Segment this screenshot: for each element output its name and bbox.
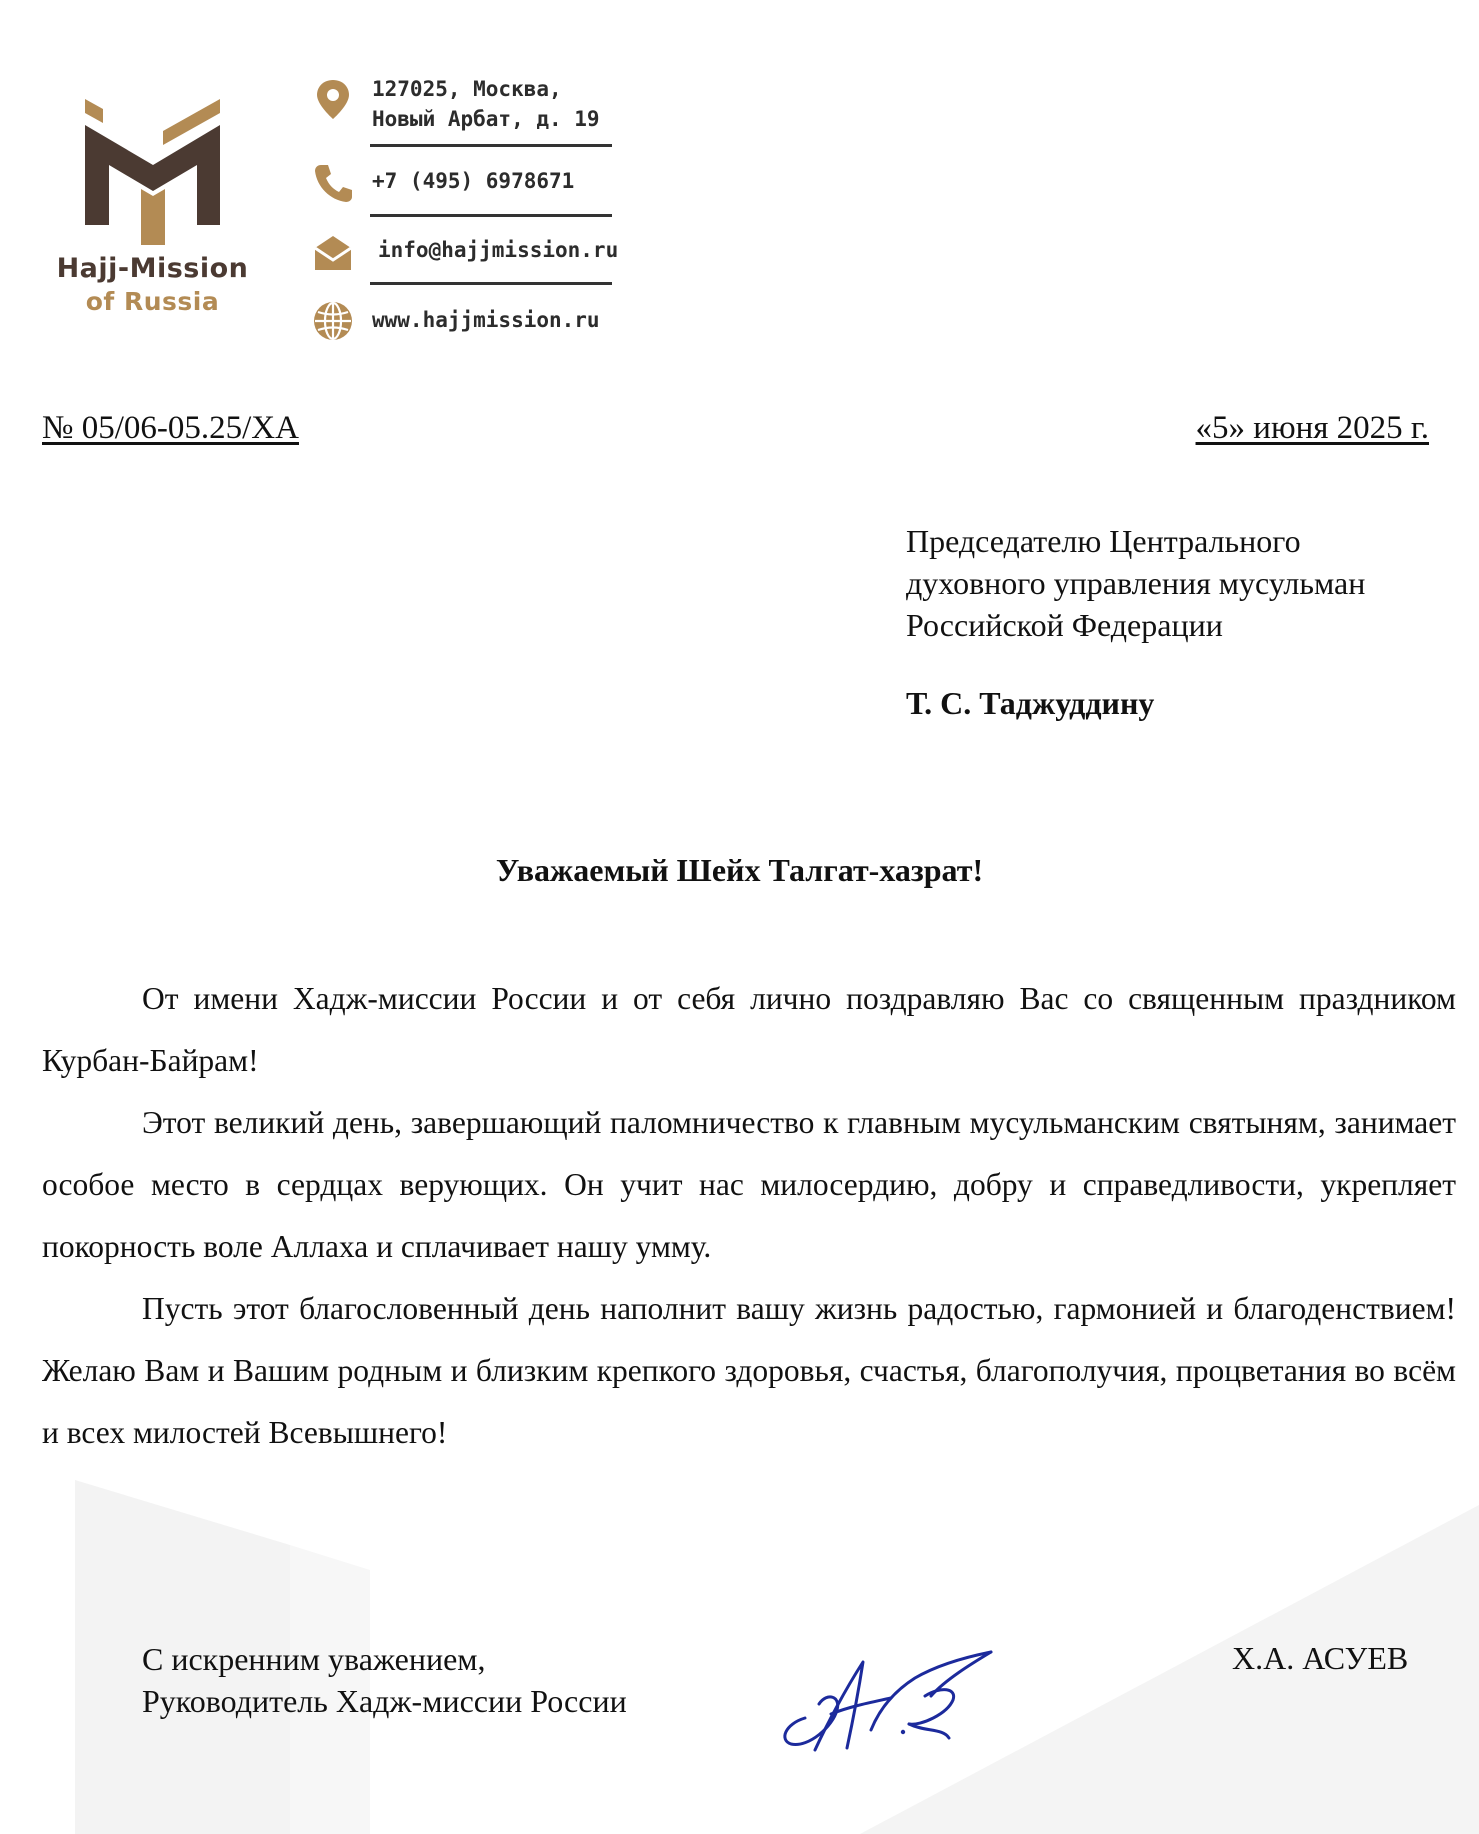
body-paragraph-2: Этот великий день, завершающий паломничество к главным мусульманским святыням, занимает особое место в сердцах верующих. Он учит нас милосердию, добру и справедливости, укрепляет покорность воле Аллаха и сплачивает нашу умму. bbox=[42, 1105, 1456, 1264]
letter-body bbox=[42, 968, 1456, 1464]
outgoing-reference-number: № 05/06-05.25/ХА bbox=[42, 410, 299, 446]
letter-date: «5» июня 2025 г. bbox=[1195, 410, 1429, 446]
contact-divider bbox=[370, 282, 612, 285]
addressee-name: Т. С. Таджуддину bbox=[906, 685, 1155, 721]
contact-website[interactable]: www.hajjmission.ru bbox=[372, 308, 600, 332]
contact-email[interactable]: info@hajjmission.ru bbox=[378, 238, 619, 262]
addressee-block bbox=[906, 520, 1365, 646]
hajj-mission-logo bbox=[40, 95, 265, 325]
closing-block bbox=[142, 1638, 627, 1722]
addressee-line1: Председателю Центрального bbox=[906, 523, 1301, 559]
hajj-mission-logo-mark-icon bbox=[85, 95, 220, 245]
logo-text-line2: of Russia bbox=[85, 287, 220, 316]
closing-line2: Руководитель Хадж-миссии России bbox=[142, 1683, 627, 1719]
handwritten-signature bbox=[775, 1640, 1000, 1780]
location-pin-icon bbox=[312, 78, 354, 120]
envelope-icon bbox=[312, 232, 354, 274]
body-paragraph-3: Пусть этот благословенный день наполнит вашу жизнь радостью, гармонией и благоденствием! Желаю Вам и Вашим родным и близким крепкого здоровья, счастья, благополучия, процветания во всём и всех милостей Всевышнего! bbox=[42, 1291, 1456, 1450]
logo-text-line1: Hajj-Mission bbox=[56, 253, 249, 284]
closing-line1: С искренним уважением, bbox=[142, 1641, 486, 1677]
contact-divider bbox=[370, 214, 612, 217]
addressee-line3: Российской Федерации bbox=[906, 607, 1223, 643]
globe-icon bbox=[312, 300, 354, 342]
contact-divider bbox=[370, 144, 612, 147]
contact-phone[interactable]: +7 (495) 6978671 bbox=[372, 169, 575, 193]
address-line2: Новый Арбат, д. 19 bbox=[372, 107, 600, 131]
signer-name: Х.А. АСУЕВ bbox=[1232, 1640, 1409, 1676]
addressee-line2: духовного управления мусульман bbox=[906, 565, 1366, 601]
contact-address bbox=[372, 74, 600, 134]
phone-icon bbox=[312, 162, 354, 204]
body-paragraph-1: От имени Хадж-миссии России и от себя лично поздравляю Вас со священным праздником Курбан-Байрам! bbox=[42, 981, 1456, 1078]
salutation: Уважаемый Шейх Талгат-хазрат! bbox=[495, 852, 984, 888]
address-line1: 127025, Москва, bbox=[372, 77, 562, 101]
